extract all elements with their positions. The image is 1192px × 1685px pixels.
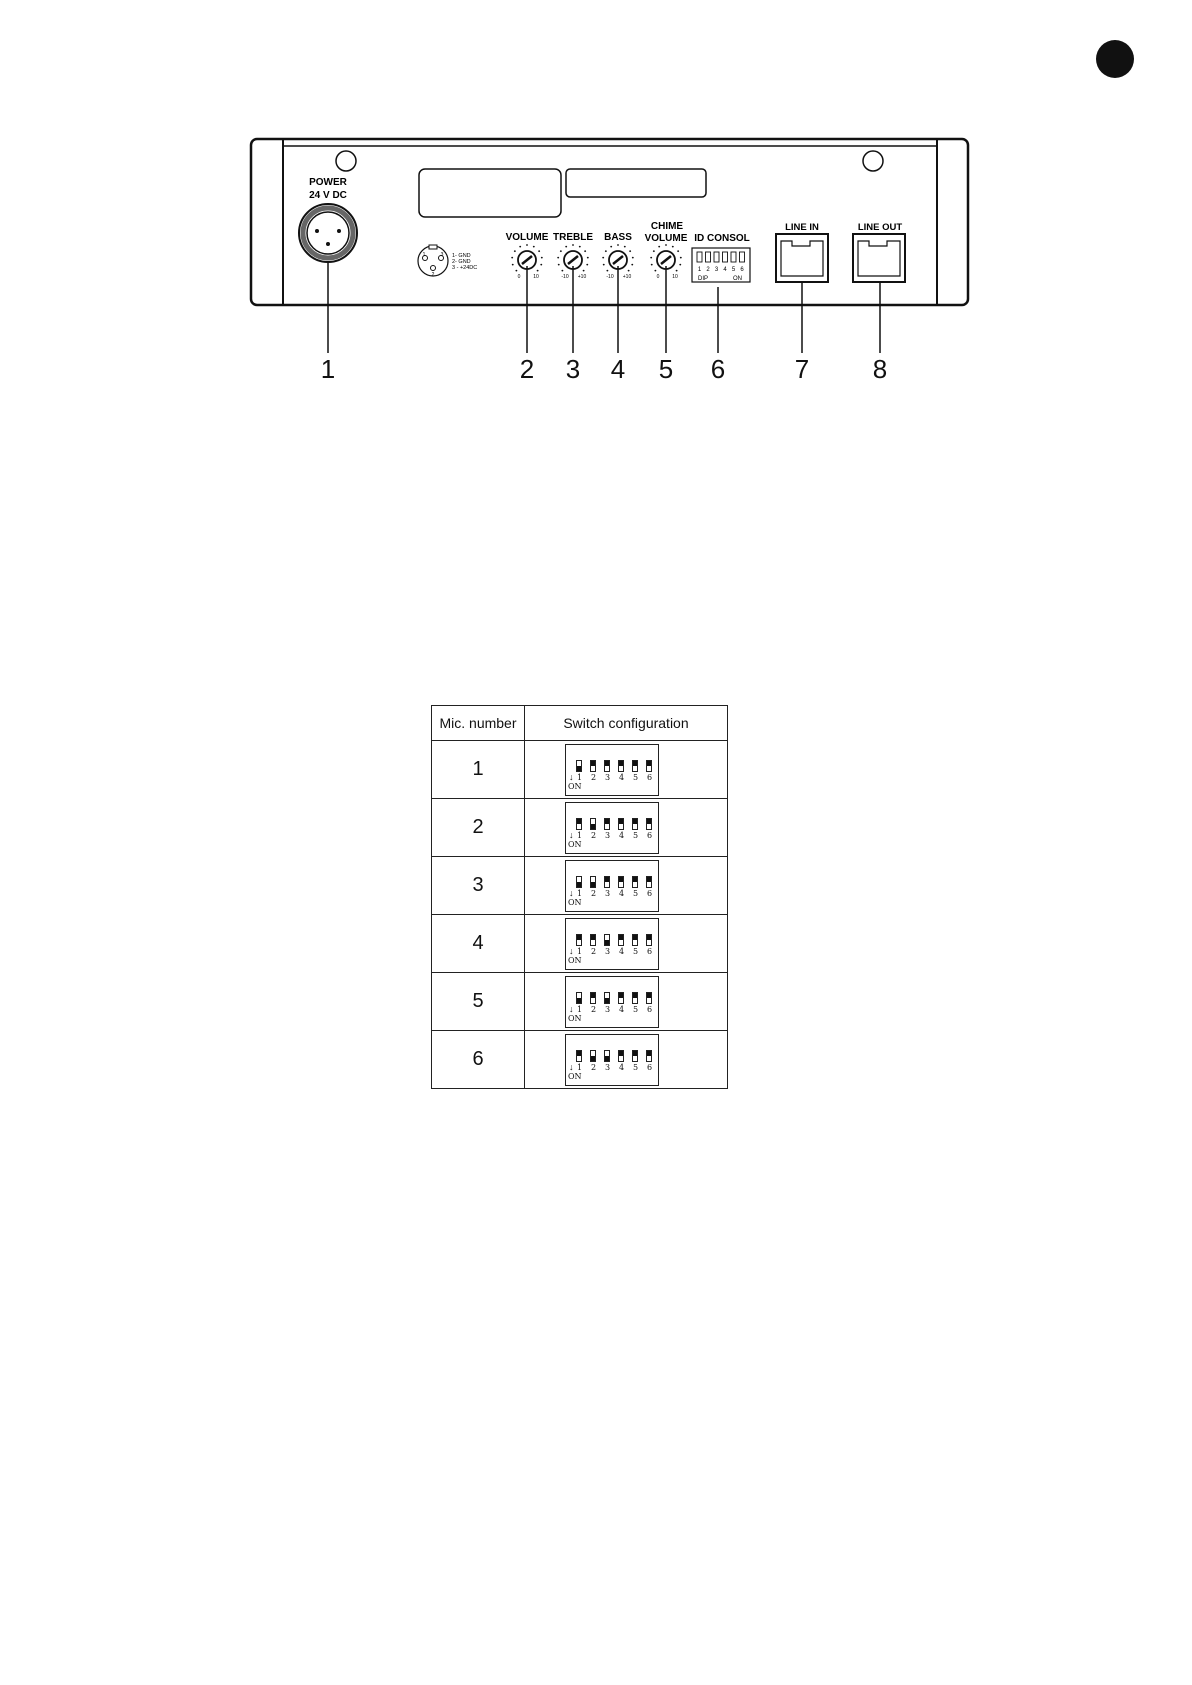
knob-tick <box>651 264 653 266</box>
down-arrow-icon: ↓ <box>569 1061 574 1072</box>
knob-tick <box>515 270 517 272</box>
knob-tick <box>605 250 607 252</box>
knob-tick <box>540 264 542 266</box>
dip-switch-lever <box>647 1051 651 1056</box>
down-arrow-icon: ↓ <box>569 771 574 782</box>
dip-switch-diagram <box>565 744 659 796</box>
knob-tick <box>584 250 586 252</box>
rear-panel-diagram <box>0 0 1192 400</box>
dip-switch-number: 2 <box>591 888 597 898</box>
callout-1: 1 <box>320 354 336 384</box>
dip-switch-number: 5 <box>633 830 639 840</box>
dip-switch-number: 3 <box>605 1004 611 1014</box>
dip-switch-number: 6 <box>647 1062 653 1072</box>
dip-switch <box>646 992 652 1004</box>
dip-label: ID CONSOL <box>694 233 750 244</box>
dip-switch-lever <box>577 819 581 824</box>
knob-tick <box>565 246 567 248</box>
dip-panel-number: 2 <box>706 267 710 273</box>
dip-switch-number: 3 <box>605 1062 611 1072</box>
dip-switch <box>590 876 596 888</box>
table-header-row <box>432 706 728 741</box>
dip-panel-number: 6 <box>740 267 744 273</box>
dip-switch-number: 1 <box>577 888 583 898</box>
dip-panel-switch <box>697 252 702 262</box>
dip-left-label: DIP <box>698 276 709 282</box>
dip-switch-number: 4 <box>619 1062 625 1072</box>
dip-switch-lever <box>591 761 595 766</box>
dip-switch-number: 2 <box>591 830 597 840</box>
table-row <box>432 1031 728 1089</box>
dip-switch-number: 1 <box>577 830 583 840</box>
dip-switch-diagram <box>565 918 659 970</box>
dip-switch-lever <box>619 993 623 998</box>
knob-tick <box>654 270 656 272</box>
table-row <box>432 799 728 857</box>
svg-text:3: 3 <box>440 252 444 258</box>
knob-label: BASS <box>604 232 632 243</box>
table-row <box>432 857 728 915</box>
dip-switch <box>618 1050 624 1062</box>
mic-number-cell: 3 <box>432 857 525 915</box>
knob-pointer <box>661 256 671 264</box>
dip-on-label: ON <box>568 1071 582 1081</box>
knob-tick <box>631 264 633 266</box>
dip-switch-diagram <box>565 976 659 1028</box>
dip-switch-lever <box>605 819 609 824</box>
dip-switch <box>590 992 596 1004</box>
dip-on-label: ON <box>568 897 582 907</box>
knob-tick <box>603 264 605 266</box>
knob-tick <box>658 246 660 248</box>
dip-switch-number: 1 <box>577 1004 583 1014</box>
dip-switch-number: 6 <box>647 888 653 898</box>
dip-switch-lever <box>647 761 651 766</box>
dip-switch <box>576 1050 582 1062</box>
dip-switch-lever <box>577 1051 581 1056</box>
knob-tick <box>561 270 563 272</box>
knob-tick <box>672 246 674 248</box>
dip-switch <box>632 1050 638 1062</box>
dip-switch-lever <box>647 819 651 824</box>
dip-switch <box>618 934 624 946</box>
dip-on-label: ON <box>568 839 582 849</box>
dip-switch-number: 6 <box>647 1004 653 1014</box>
knob-tick <box>557 257 559 259</box>
dip-switch-lever <box>633 935 637 940</box>
switch-config-cell <box>525 741 728 799</box>
dip-switch-lever <box>647 935 651 940</box>
dip-switch-number: 5 <box>633 772 639 782</box>
line-in-label: LINE IN <box>785 222 819 233</box>
dip-switch-lever <box>605 761 609 766</box>
dip-switch-lever <box>577 882 581 887</box>
dip-switch <box>576 876 582 888</box>
dip-switch <box>604 992 610 1004</box>
knob-tick <box>511 257 513 259</box>
down-arrow-icon: ↓ <box>569 829 574 840</box>
dip-panel-switch <box>706 252 711 262</box>
dip-switch <box>632 934 638 946</box>
knob-tick <box>526 244 528 246</box>
dip-switch <box>576 992 582 1004</box>
knob-max-label: 10 <box>533 274 539 280</box>
header-mic-number: Mic. number <box>432 706 525 741</box>
knob-tick <box>537 270 539 272</box>
knob-tick <box>587 257 589 259</box>
dip-switch <box>618 992 624 1004</box>
knob-min-label: -10 <box>561 274 569 280</box>
knob-tick <box>632 257 634 259</box>
dip-switch <box>590 760 596 772</box>
dip-switch-lever <box>619 819 623 824</box>
dip-panel-switch <box>740 252 745 262</box>
dip-switch <box>576 934 582 946</box>
dip-switch <box>646 760 652 772</box>
dip-switch-lever <box>591 882 595 887</box>
dip-switch <box>604 934 610 946</box>
dip-switch-number: 2 <box>591 772 597 782</box>
knob-tick <box>665 244 667 246</box>
knob-tick <box>533 246 535 248</box>
knob-tick <box>624 246 626 248</box>
dip-switch-number: 1 <box>577 1062 583 1072</box>
dip-switch-number: 3 <box>605 830 611 840</box>
knob-tick <box>653 250 655 252</box>
dip-switch <box>576 818 582 830</box>
dip-switch-number: 6 <box>647 830 653 840</box>
dip-switch <box>632 760 638 772</box>
knob-tick <box>679 264 681 266</box>
line-out-label: LINE OUT <box>857 222 903 233</box>
knob-label: VOLUME <box>644 233 688 244</box>
knob-tick <box>512 264 514 266</box>
dip-switch-number: 2 <box>591 1004 597 1014</box>
dip-switch-number: 3 <box>605 888 611 898</box>
knob-tick <box>680 257 682 259</box>
mic-number-cell: 1 <box>432 741 525 799</box>
knob-tick <box>541 257 543 259</box>
switch-config-cell <box>525 973 728 1031</box>
dip-switch-lever <box>605 1056 609 1061</box>
mic-number-cell: 5 <box>432 973 525 1031</box>
dip-switch-number: 3 <box>605 946 611 956</box>
dip-switch <box>576 760 582 772</box>
dip-switch-diagram <box>565 802 659 854</box>
dip-switch-diagram <box>565 1034 659 1086</box>
svg-text:1: 1 <box>422 252 426 258</box>
dip-switch <box>590 934 596 946</box>
dip-panel-number: 5 <box>731 267 736 273</box>
header-switch-configuration: Switch configuration <box>525 706 728 741</box>
chime-label: CHIME <box>650 221 684 232</box>
dip-on-label: ON <box>568 955 582 965</box>
dip-switch-lever <box>591 824 595 829</box>
dip-switch-lever <box>577 935 581 940</box>
screw-hole-left <box>336 151 356 171</box>
dip-switch <box>604 876 610 888</box>
dip-switch-lever <box>619 761 623 766</box>
dip-switch-lever <box>591 993 595 998</box>
callout-3: 3 <box>565 354 581 384</box>
switch-config-table <box>431 705 728 1089</box>
dip-switch-number: 1 <box>577 946 583 956</box>
dip-switch <box>604 818 610 830</box>
knob-tick <box>676 270 678 272</box>
switch-config-cell <box>525 857 728 915</box>
dip-switch-lever <box>619 1051 623 1056</box>
dip-switch-lever <box>619 935 623 940</box>
down-arrow-icon: ↓ <box>569 887 574 898</box>
dip-switch <box>604 1050 610 1062</box>
dip-switch-lever <box>577 766 581 771</box>
knob-pointer <box>522 256 532 264</box>
down-arrow-icon: ↓ <box>569 1003 574 1014</box>
power-label: POWER <box>309 177 347 188</box>
callout-6: 6 <box>710 354 726 384</box>
dip-switch-number: 4 <box>619 946 625 956</box>
mic-number-cell: 4 <box>432 915 525 973</box>
pinout-pin2: 2- GND <box>452 259 471 265</box>
dip-switch-number: 5 <box>633 1004 639 1014</box>
knob-tick <box>610 246 612 248</box>
knob-tick <box>583 270 585 272</box>
dip-panel-number: 3 <box>714 267 719 273</box>
knob-tick <box>558 264 560 266</box>
dip-switch-lever <box>591 935 595 940</box>
dip-switch-number: 2 <box>591 946 597 956</box>
table-row <box>432 741 728 799</box>
knob-tick <box>628 270 630 272</box>
dip-switch-number: 1 <box>577 772 583 782</box>
dip-switch-number: 3 <box>605 772 611 782</box>
dip-switch <box>590 1050 596 1062</box>
switch-config-cell <box>525 915 728 973</box>
knob-pointer <box>568 256 578 264</box>
dip-switch-lever <box>647 877 651 882</box>
knob-tick <box>519 246 521 248</box>
dip-switch <box>590 818 596 830</box>
dip-switch-number: 4 <box>619 830 625 840</box>
dip-panel-switch <box>731 252 736 262</box>
dip-switch <box>632 818 638 830</box>
dip-switch <box>618 876 624 888</box>
dip-panel-number: 4 <box>723 267 727 273</box>
dip-switch-lever <box>605 940 609 945</box>
dip-on-label: ON <box>568 1013 582 1023</box>
dip-panel-switch <box>714 252 719 262</box>
knob-max-label: +10 <box>622 274 632 280</box>
knob-max-label: 10 <box>672 274 678 280</box>
knob-tick <box>602 257 604 259</box>
knob-tick <box>629 250 631 252</box>
mic-number-cell: 6 <box>432 1031 525 1089</box>
knob-pointer <box>613 256 623 264</box>
knob-tick <box>586 264 588 266</box>
dip-switch-lever <box>633 1051 637 1056</box>
dip-switch-lever <box>605 998 609 1003</box>
knob-label: TREBLE <box>553 232 593 243</box>
label-window-2 <box>566 169 706 197</box>
dip-switch-number: 5 <box>633 1062 639 1072</box>
dip-switch <box>618 818 624 830</box>
callout-8: 8 <box>872 354 888 384</box>
down-arrow-icon: ↓ <box>569 945 574 956</box>
dip-switch-lever <box>633 877 637 882</box>
dip-switch <box>646 818 652 830</box>
dip-switch <box>632 876 638 888</box>
callout-4: 4 <box>610 354 626 384</box>
power-voltage-label: 24 V DC <box>309 190 347 201</box>
knob-tick <box>579 246 581 248</box>
table-row <box>432 915 728 973</box>
knob-tick <box>617 244 619 246</box>
callout-7: 7 <box>794 354 810 384</box>
dip-switch-lever <box>591 1056 595 1061</box>
screw-hole-right <box>863 151 883 171</box>
knob-tick <box>606 270 608 272</box>
dip-switch <box>632 992 638 1004</box>
pinout-pin3: 3 - +24DC <box>452 265 478 271</box>
dip-switch <box>604 760 610 772</box>
knob-min-label: -10 <box>606 274 614 280</box>
dip-switch-diagram <box>565 860 659 912</box>
dip-switch-lever <box>605 877 609 882</box>
knob-tick <box>538 250 540 252</box>
dip-switch-number: 2 <box>591 1062 597 1072</box>
dip-switch-number: 4 <box>619 1004 625 1014</box>
dip-panel-number: 1 <box>697 267 702 273</box>
knob-label: VOLUME <box>505 232 549 243</box>
dip-switch-lever <box>647 993 651 998</box>
switch-config-cell <box>525 799 728 857</box>
dip-switch-lever <box>633 761 637 766</box>
dip-switch <box>646 876 652 888</box>
dip-switch-lever <box>633 819 637 824</box>
svg-text:2: 2 <box>431 272 435 278</box>
dip-switch <box>646 934 652 946</box>
callout-2: 2 <box>519 354 535 384</box>
dip-switch-lever <box>619 877 623 882</box>
knob-min-label: 0 <box>517 274 521 280</box>
dip-switch-number: 4 <box>619 888 625 898</box>
dip-right-label: ON <box>733 276 742 282</box>
callout-5: 5 <box>658 354 674 384</box>
table-row <box>432 973 728 1031</box>
dip-switch <box>646 1050 652 1062</box>
dip-switch-lever <box>577 998 581 1003</box>
knob-tick <box>677 250 679 252</box>
dip-switch-lever <box>633 993 637 998</box>
knob-tick <box>650 257 652 259</box>
knob-tick <box>572 244 574 246</box>
knob-min-label: 0 <box>656 274 660 280</box>
dip-on-label: ON <box>568 781 582 791</box>
dip-switch <box>618 760 624 772</box>
dip-switch-number: 6 <box>647 946 653 956</box>
knob-max-label: +10 <box>577 274 587 280</box>
mic-number-cell: 2 <box>432 799 525 857</box>
dip-switch-number: 5 <box>633 946 639 956</box>
switch-config-cell <box>525 1031 728 1089</box>
dip-switch-number: 5 <box>633 888 639 898</box>
knob-tick <box>514 250 516 252</box>
knob-tick <box>560 250 562 252</box>
pinout-pin1: 1- GND <box>452 253 471 259</box>
dip-panel-switch <box>723 252 728 262</box>
dip-switch-number: 6 <box>647 772 653 782</box>
dip-switch-number: 4 <box>619 772 625 782</box>
label-window-1 <box>419 169 561 217</box>
